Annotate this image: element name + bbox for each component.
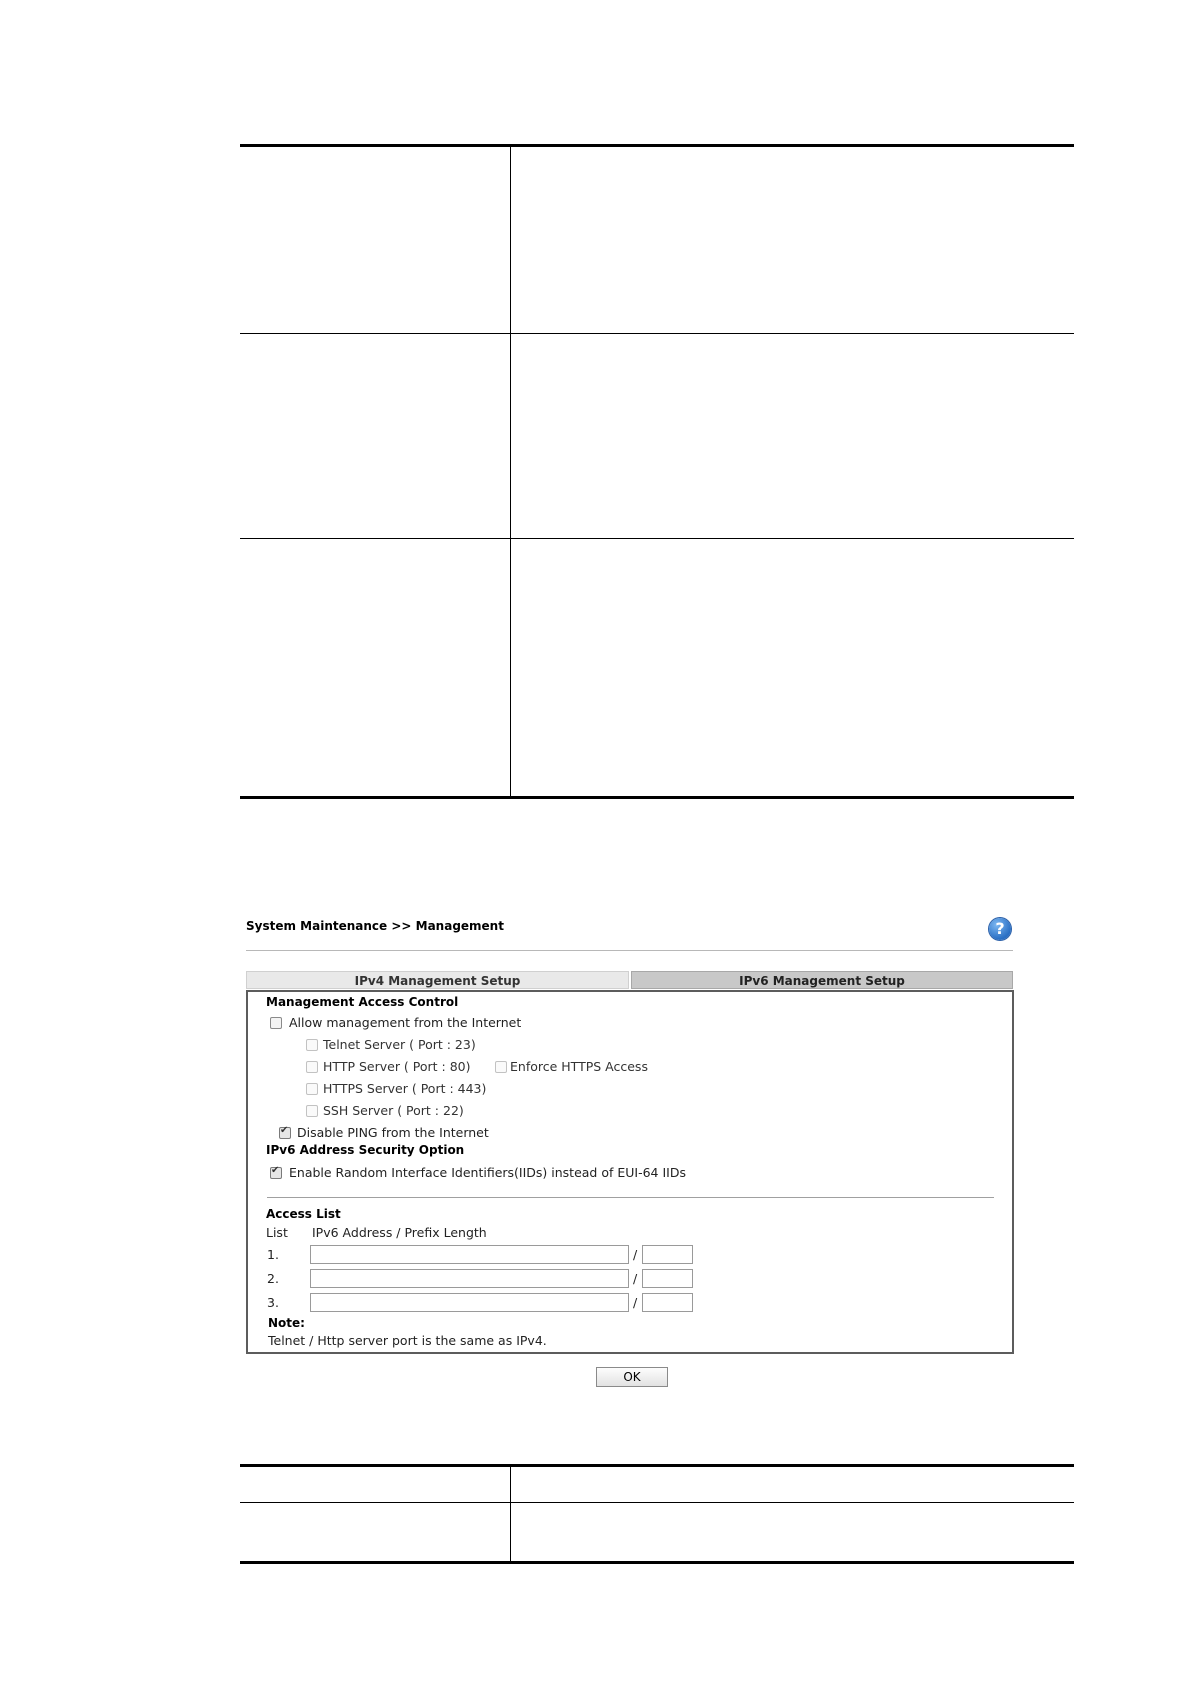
prefix-length-input-3[interactable] [642,1293,693,1312]
access-list-header-list: List [266,1225,288,1240]
security-option-title: IPv6 Address Security Option [266,1143,465,1157]
table-cell-parameter [240,334,508,538]
allow-internet-checkbox[interactable] [270,1017,282,1029]
https-server-label: HTTPS Server ( Port : 443) [323,1081,487,1096]
prefix-length-input-1[interactable] [642,1245,693,1264]
table-column-divider [510,1467,511,1562]
table-cell-parameter [240,539,508,796]
tab-ipv4-management[interactable]: IPv4 Management Setup [246,971,629,989]
access-list-header-address: IPv6 Address / Prefix Length [312,1225,487,1240]
access-list-title: Access List [266,1207,341,1221]
random-iid-label: Enable Random Interface Identifiers(IIDs) instead of EUI-64 IIDs [289,1165,686,1180]
ssh-server-label: SSH Server ( Port : 22) [323,1103,464,1118]
ssh-server-checkbox[interactable] [306,1105,318,1117]
access-control-title: Management Access Control [266,995,459,1009]
ipv6-management-panel [246,990,1014,1354]
enforce-https-label: Enforce HTTPS Access [510,1059,648,1074]
ipv6-address-input-3[interactable] [310,1293,629,1312]
description-table [240,144,1074,799]
random-iid-checkbox[interactable] [270,1167,282,1179]
table-column-divider [510,147,511,798]
bottom-table [240,1464,1074,1564]
access-list-row-index: 2. [267,1271,279,1286]
note-title: Note: [268,1316,305,1330]
https-server-checkbox[interactable] [306,1083,318,1095]
prefix-separator: / [633,1247,638,1262]
ipv6-address-input-1[interactable] [310,1245,629,1264]
table-cell-description [512,147,1072,333]
telnet-server-label: Telnet Server ( Port : 23) [323,1037,476,1052]
help-icon[interactable]: ? [989,918,1011,940]
access-list-row-index: 1. [267,1247,279,1262]
enforce-https-checkbox[interactable] [495,1061,507,1073]
table-bottom-rule [240,1561,1074,1564]
breadcrumb-divider [246,950,1013,951]
ipv6-address-input-2[interactable] [310,1269,629,1288]
table-top-rule [240,1464,1074,1467]
allow-internet-label: Allow management from the Internet [289,1015,522,1030]
table-cell-parameter [240,147,508,333]
telnet-server-checkbox[interactable] [306,1039,318,1051]
prefix-separator: / [633,1295,638,1310]
ok-button[interactable]: OK [596,1367,668,1387]
table-cell-description [512,334,1072,538]
table-row-divider [240,1502,1074,1503]
tab-ipv6-management[interactable]: IPv6 Management Setup [631,971,1013,989]
section-divider [267,1197,994,1198]
access-list-row-index: 3. [267,1295,279,1310]
prefix-separator: / [633,1271,638,1286]
note-text: Telnet / Http server port is the same as IPv4. [268,1333,547,1348]
breadcrumb: System Maintenance >> Management [246,919,504,933]
disable-ping-checkbox[interactable] [279,1127,291,1139]
disable-ping-label: Disable PING from the Internet [297,1125,489,1140]
table-bottom-rule [240,796,1074,799]
http-server-label: HTTP Server ( Port : 80) [323,1059,471,1074]
table-cell-description [512,539,1072,796]
prefix-length-input-2[interactable] [642,1269,693,1288]
http-server-checkbox[interactable] [306,1061,318,1073]
management-screen [246,912,1016,1386]
